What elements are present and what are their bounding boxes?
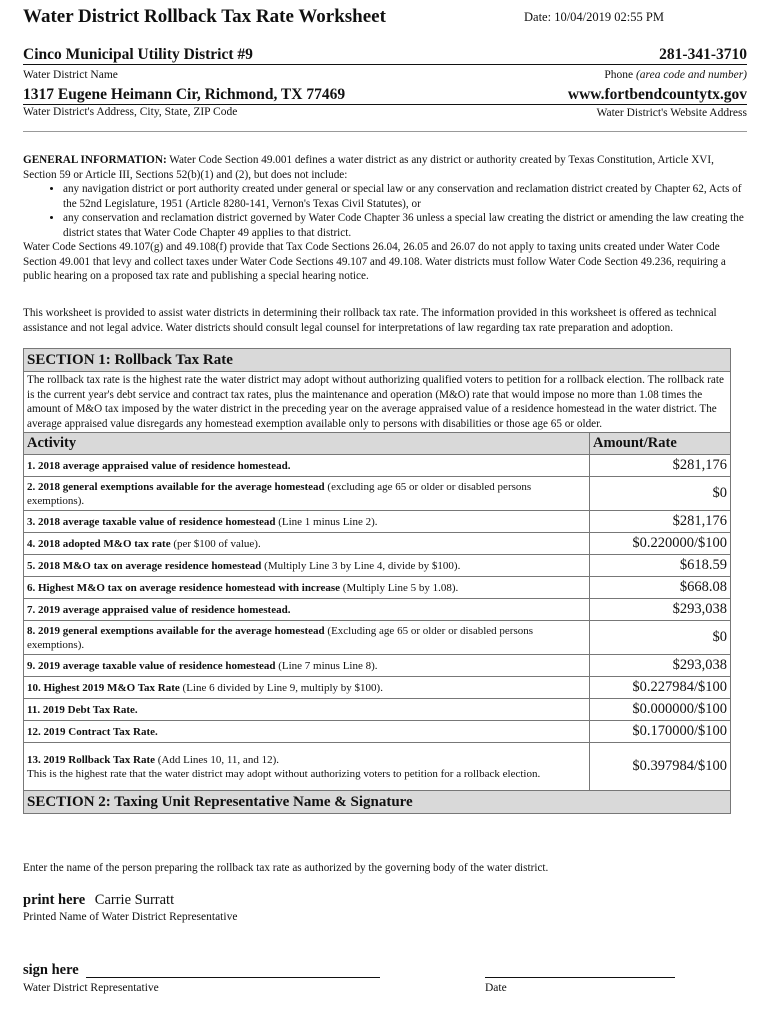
sign-row: sign here xyxy=(23,962,79,978)
col-amount: Amount/Rate xyxy=(590,433,731,455)
divider xyxy=(23,131,747,132)
district-address-line xyxy=(23,86,747,105)
amount-cell: $0.170000/$100 xyxy=(590,721,731,743)
table-row: 2. 2018 general exemptions available for the average homestead (excluding age 65 or older or disabled persons exemptions). $0 xyxy=(24,477,731,511)
amount-cell: $0.227984/$100 xyxy=(590,677,731,699)
exclusion-item: • any conservation and reclamation district governed by Water Code Chapter 36 unless a special law creating the district or amending the law creating the district states that Water Code Chapter 49 applies to that district. xyxy=(63,211,747,240)
table-row: 13. 2019 Rollback Tax Rate (Add Lines 10, 11, and 12). This is the highest rate that the water district may adopt without authorizing voters to petition for a rollback election. $0.397984/$100 xyxy=(24,743,731,791)
section1-title: SECTION 1: Rollback Tax Rate xyxy=(24,349,731,372)
table-row: 6. Highest M&O tax on average residence homestead with increase (Multiply Line 5 by 1.08). $668.08 xyxy=(24,577,731,599)
exclusion-list xyxy=(23,182,747,240)
rollback-worksheet-table xyxy=(23,348,731,814)
amount-cell: $293,038 xyxy=(590,599,731,621)
table-row: 4. 2018 adopted M&O tax rate (per $100 of value). $0.220000/$100 xyxy=(24,533,731,555)
date-field[interactable] xyxy=(485,976,675,978)
amount-cell: $0 xyxy=(590,621,731,655)
printed-name-field[interactable]: Carrie Surratt xyxy=(94,892,175,908)
table-row: 8. 2019 general exemptions available for the average homestead (Excluding age 65 or older or disabled persons exemptions). $0 xyxy=(24,621,731,655)
phone-label: Phone (area code and number) xyxy=(604,69,747,81)
district-address: 1317 Eugene Heimann Cir, Richmond, TX 77469 xyxy=(23,86,346,103)
date-label: Date xyxy=(485,982,507,994)
sign-label: Water District Representative xyxy=(23,982,159,994)
amount-cell: $281,176 xyxy=(590,511,731,533)
section1-intro: The rollback tax rate is the highest rate the water district may adopt without authorizing qualified voters to petition for a rollback election. The rollback rate is the current year's debt service and contract tax rates, plus the maintenance and operation (M&O) rate that would impose no more than 1.08 times the amount of M&O tax imposed by the water district in the preceding year on the average appraised value of a residence homestead in the water district. The average appraised value disregards any homestead exemption available only to persons with disabilities or those age 65 or older. xyxy=(24,372,731,433)
table-row: 5. 2018 M&O tax on average residence homestead (Multiply Line 3 by Line 4, divide by $100). $618.59 xyxy=(24,555,731,577)
page-title: Water District Rollback Tax Rate Worksheet xyxy=(23,6,386,27)
section2-intro: Enter the name of the person preparing the rollback tax rate as authorized by the governing body of the water district. xyxy=(23,862,549,874)
district-name: Cinco Municipal Utility District #9 xyxy=(23,46,253,63)
table-row: 7. 2019 average appraised value of residence homestead. $293,038 xyxy=(24,599,731,621)
worksheet-date: Date: 10/04/2019 02:55 PM xyxy=(524,10,664,24)
general-paragraph-2: Water Code Sections 49.107(g) and 49.108(f) provide that Tax Code Sections 26.04, 26.05 and 26.07 do not apply to taxing units created under Water Code Section 49.001 that levy and collect taxes under Water Code Sections 49.107 and 49.108. Water districts must follow Water Code Section 49.236, requiring a public hearing on a proposed tax rate and publishing a special hearing notice. xyxy=(23,241,726,282)
amount-cell: $0 xyxy=(590,477,731,511)
general-information: GENERAL INFORMATION: Water Code Section 49.001 defines a water district as any district or authority created by Texas Constitution, Article XVI, Section 59 or Article III, Sections 52(b)(1) and (2), but does not include: • any navigation district or port authority created under general or special law or any conservation and reclamation district created by Chapter 62, Acts of the 52nd Legislature, 1951 (Article 8280-141, Vernon's Texas Civil Statutes), or • any conservation and reclamation district governed by Water Code Chapter 36 unless a special law creating the district or amending the law creating the district states that Water Code Chapter 49 applies to that district. Water Code Sections 49.107(g) and 49.108(f) provide that Tax Code Sections 26.04, 26.05 and 26.07 do not apply to taxing units created under Water Code Section 49.001 that levy and collect taxes under Water Code Sections 49.107 and 49.108. Water districts must follow Water Code Section 49.236, requiring a public hearing on a proposed tax rate and publishing a special hearing notice. xyxy=(23,153,747,284)
general-paragraph-3: This worksheet is provided to assist water districts in determining their rollback tax rate. The information provided in this worksheet is offered as technical assistance and not legal advice. Water districts should consult legal counsel for interpretations of law regarding tax rate preparation and adoption. xyxy=(23,307,717,334)
district-name-line xyxy=(23,46,747,65)
amount-cell: $0.220000/$100 xyxy=(590,533,731,555)
table-row: 1. 2018 average appraised value of residence homestead. $281,176 xyxy=(24,455,731,477)
amount-cell: $668.08 xyxy=(590,577,731,599)
table-row: 9. 2019 average taxable value of residence homestead (Line 7 minus Line 8). $293,038 xyxy=(24,655,731,677)
district-phone: 281-341-3710 xyxy=(659,46,747,63)
signature-field[interactable] xyxy=(86,976,380,978)
amount-cell: $293,038 xyxy=(590,655,731,677)
table-row: 11. 2019 Debt Tax Rate. $0.000000/$100 xyxy=(24,699,731,721)
table-row: 10. Highest 2019 M&O Tax Rate (Line 6 divided by Line 9, multiply by $100). $0.227984/$100 xyxy=(24,677,731,699)
col-activity: Activity xyxy=(24,433,590,455)
district-name-label: Water District Name xyxy=(23,69,118,81)
amount-cell: $0.000000/$100 xyxy=(590,699,731,721)
print-name-row: print here Carrie Surratt xyxy=(23,892,175,908)
amount-cell: $618.59 xyxy=(590,555,731,577)
district-website: www.fortbendcountytx.gov xyxy=(567,86,747,103)
exclusion-item: • any navigation district or port authority created under general or special law or any conservation and reclamation district created by Chapter 62, Acts of the 52nd Legislature, 1951 (Article 8280-141, Vernon's Texas Civil Statutes), or xyxy=(63,182,747,211)
website-label: Water District's Website Address xyxy=(596,107,747,119)
table-row: 3. 2018 average taxable value of residence homestead (Line 1 minus Line 2). $281,176 xyxy=(24,511,731,533)
table-row: 12. 2019 Contract Tax Rate. $0.170000/$100 xyxy=(24,721,731,743)
amount-cell: $0.397984/$100 xyxy=(590,743,731,791)
section2-title: SECTION 2: Taxing Unit Representative Name & Signature xyxy=(24,791,731,814)
amount-cell: $281,176 xyxy=(590,455,731,477)
printed-name-label: Printed Name of Water District Representative xyxy=(23,911,238,923)
district-address-label: Water District's Address, City, State, ZIP Code xyxy=(23,106,238,118)
